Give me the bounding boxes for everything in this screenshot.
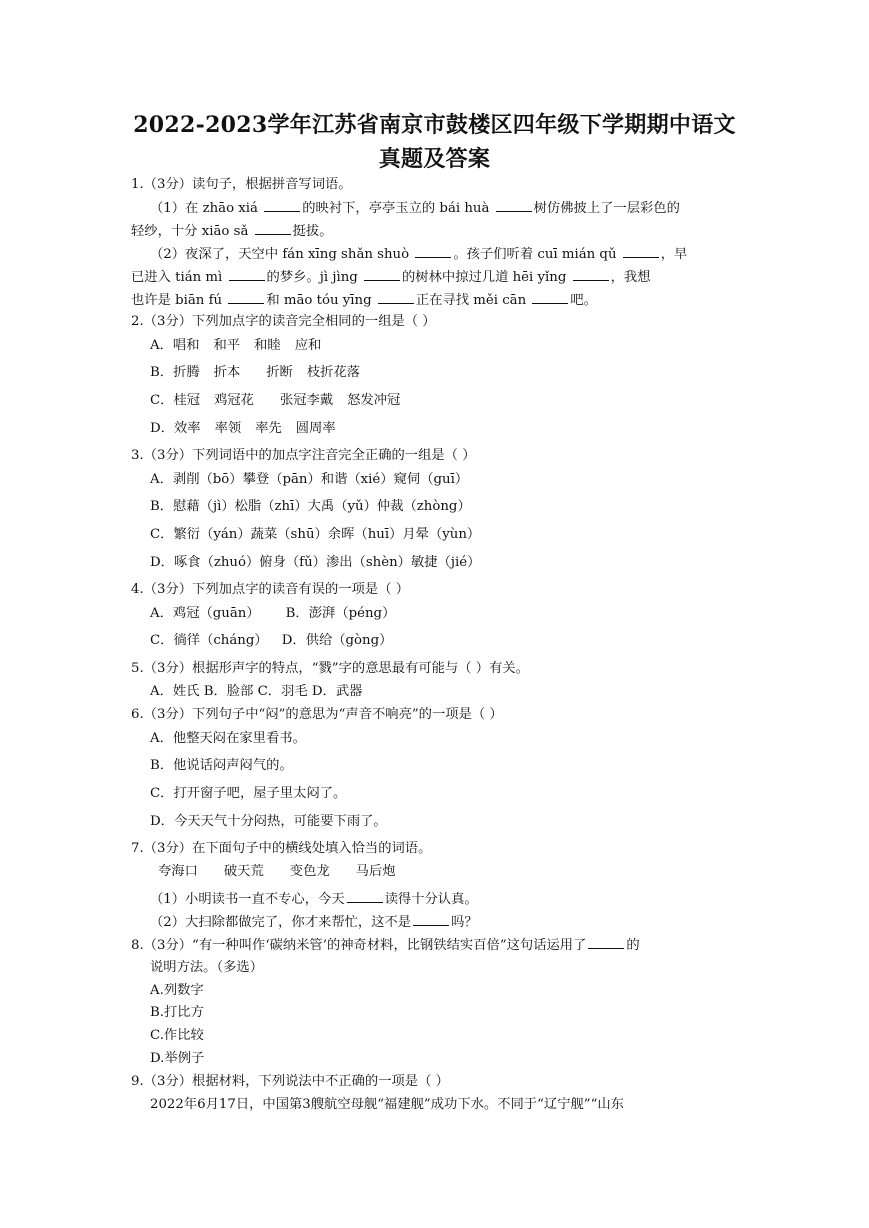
- text-segment: ，早: [660, 247, 688, 262]
- option-b[interactable]: B．澎湃（péng）: [285, 606, 396, 621]
- text-segment: （2）夜深了，天空中 fán xīng shǎn shuò: [150, 247, 410, 262]
- option-b[interactable]: [150, 364, 360, 382]
- text-segment: 的: [626, 938, 640, 953]
- option-c[interactable]: C．打开窗子吧，屋子里太闷了。: [150, 786, 347, 801]
- text-segment: 枝折花落: [306, 365, 361, 380]
- question-text: 说明方法。（多选）: [150, 960, 264, 975]
- answer-blank[interactable]: [413, 913, 449, 926]
- question-text: [150, 913, 478, 932]
- question-text: [150, 890, 478, 909]
- text-segment: 正在寻找 měi cān: [415, 293, 527, 308]
- text-segment: 的树林中掠过几道 hēi yǐng: [402, 270, 567, 285]
- question-text: [131, 222, 333, 241]
- word-item: 破天荒: [223, 864, 264, 879]
- answer-blank[interactable]: [364, 268, 400, 281]
- answer-blank[interactable]: [588, 936, 624, 949]
- text-segment: 挺拔。: [292, 224, 333, 239]
- answer-blank[interactable]: [573, 268, 609, 281]
- passage-text: 2022年6月17日，中国第3艘航空母舰“福建舰”成功下水。不同于“辽宁舰”“山东: [150, 1097, 624, 1112]
- text-segment: ，我想: [610, 270, 651, 285]
- option-c[interactable]: C．徜徉（cháng）: [150, 633, 268, 648]
- answer-blank[interactable]: [347, 890, 383, 903]
- text-segment: （1）小明读书一直不专心，今天: [150, 892, 345, 907]
- word-item: 夸海口: [158, 864, 198, 879]
- text-segment: C．桂冠: [150, 393, 201, 408]
- option-b[interactable]: B．他说话闷声闷气的。: [150, 758, 293, 773]
- option-a[interactable]: [150, 337, 321, 355]
- option-d[interactable]: D.举例子: [150, 1051, 205, 1066]
- text-segment: 应和: [294, 338, 322, 353]
- text-segment: 吧。: [570, 293, 597, 308]
- option-b[interactable]: B.打比方: [150, 1005, 204, 1020]
- answer-blank[interactable]: [228, 291, 264, 304]
- question-stem: 3.（3分）下列词语中的加点字注音完全正确的一组是（ ）: [131, 448, 476, 463]
- title-line-1: 2022-2023学年江苏省南京市鼓楼区四年级下学期期中语文: [133, 112, 736, 138]
- text-segment: 已进入 tián mì: [131, 270, 223, 285]
- text-segment: 和平: [213, 338, 241, 353]
- options-row[interactable]: A．姓氏 B．脸部 C．羽毛 D．武器: [150, 684, 363, 699]
- answer-blank[interactable]: [532, 291, 568, 304]
- title-line-2: 真题及答案: [378, 146, 491, 172]
- question-text: [131, 268, 651, 287]
- option-b[interactable]: B．慰藉（jì）松脂（zhī）大禹（yǔ）仲裁（zhòng）: [150, 499, 471, 514]
- text-segment: 折断: [266, 365, 293, 380]
- text-segment: 鸡冠花: [214, 393, 254, 408]
- text-segment: 圆周率: [295, 421, 336, 436]
- option-c[interactable]: C．繁衍（yán）蔬菜（shū）余晖（huī）月晕（yùn）: [150, 527, 481, 542]
- question-stem: [131, 936, 640, 955]
- text-segment: 率先: [255, 421, 282, 436]
- option-a[interactable]: A．他整天闷在家里看书。: [150, 731, 306, 746]
- option-d[interactable]: D．今天天气十分闷热，可能要下雨了。: [150, 814, 387, 829]
- option-c[interactable]: [150, 392, 400, 410]
- question-stem: 5.（3分）根据形声字的特点，“戮”字的意思最有可能与（ ）有关。: [131, 661, 529, 676]
- options-row-ab: [150, 605, 395, 623]
- text-segment: 读得十分认真。: [384, 892, 478, 907]
- text-segment: 也许是 biān fú: [131, 293, 223, 308]
- text-segment: 的映衬下，亭亭玉立的 bái huà: [302, 201, 490, 216]
- text-segment: 张冠李戴: [279, 393, 334, 408]
- answer-blank[interactable]: [255, 222, 291, 235]
- text-segment: D．效率: [150, 421, 201, 436]
- question-stem: 4.（3分）下列加点字的读音有误的一项是（ ）: [131, 582, 410, 597]
- question-text: [131, 291, 597, 310]
- text-segment: A．唱和: [150, 338, 200, 353]
- option-d[interactable]: D．啄食（zhuó）俯身（fǔ）渗出（shèn）敏捷（jié）: [150, 555, 481, 570]
- text-segment: （2）大扫除都做完了，你才来帮忙，这不是: [150, 915, 412, 930]
- question-text: [150, 245, 687, 264]
- option-a[interactable]: A.列数字: [150, 983, 204, 998]
- option-d[interactable]: [150, 420, 336, 438]
- question-stem: 2.（3分）下列加点字的读音完全相同的一组是（ ）: [131, 314, 436, 329]
- text-segment: 折本: [213, 365, 241, 380]
- text-segment: 怒发冲冠: [347, 393, 401, 408]
- word-item: 马后炮: [355, 864, 396, 879]
- question-stem: 6.（3分）下列句子中“闷”的意思为“声音不响亮”的一项是（ ）: [131, 707, 503, 722]
- text-segment: 。孩子们听着 cuī mián qǔ: [453, 247, 617, 262]
- text-segment: B．折腾: [150, 365, 200, 380]
- answer-blank[interactable]: [229, 268, 265, 281]
- text-segment: 和睦: [254, 338, 281, 353]
- question-stem: 1.（3分）读句子，根据拼音写词语。: [131, 177, 352, 192]
- text-segment: 率领: [214, 421, 242, 436]
- text-segment: 8.（3分）“有一种叫作‘碳纳米管’的神奇材料，比钢铁结实百倍”这句话运用了: [131, 938, 587, 953]
- option-a[interactable]: A．剥削（bō）攀登（pān）和谐（xié）窥伺（guī）: [150, 472, 469, 487]
- options-row-cd: [150, 632, 392, 650]
- question-stem: 9.（3分）根据材料，下列说法中不正确的一项是（ ）: [131, 1074, 449, 1089]
- question-text: [150, 199, 680, 218]
- option-a[interactable]: A．鸡冠（guān）: [150, 606, 260, 621]
- answer-blank[interactable]: [378, 291, 414, 304]
- option-c[interactable]: C.作比较: [150, 1028, 204, 1043]
- word-item: 变色龙: [289, 864, 330, 879]
- text-segment: （1）在 zhāo xiá: [150, 201, 258, 216]
- text-segment: 和 māo tóu yīng: [266, 293, 372, 308]
- answer-blank[interactable]: [496, 199, 532, 212]
- text-segment: 吗？: [451, 915, 478, 930]
- text-segment: 轻纱，十分 xiāo sǎ: [131, 224, 249, 239]
- question-stem: 7.（3分）在下面句子中的横线处填入恰当的词语。: [131, 841, 432, 856]
- text-segment: 的梦乡。jì jìng: [266, 270, 358, 285]
- answer-blank[interactable]: [264, 199, 300, 212]
- option-d[interactable]: D．供给（gòng）: [281, 633, 393, 648]
- answer-blank[interactable]: [415, 245, 451, 258]
- text-segment: 树仿佛披上了一层彩色的: [533, 201, 680, 216]
- answer-blank[interactable]: [623, 245, 659, 258]
- word-bank: [158, 863, 396, 881]
